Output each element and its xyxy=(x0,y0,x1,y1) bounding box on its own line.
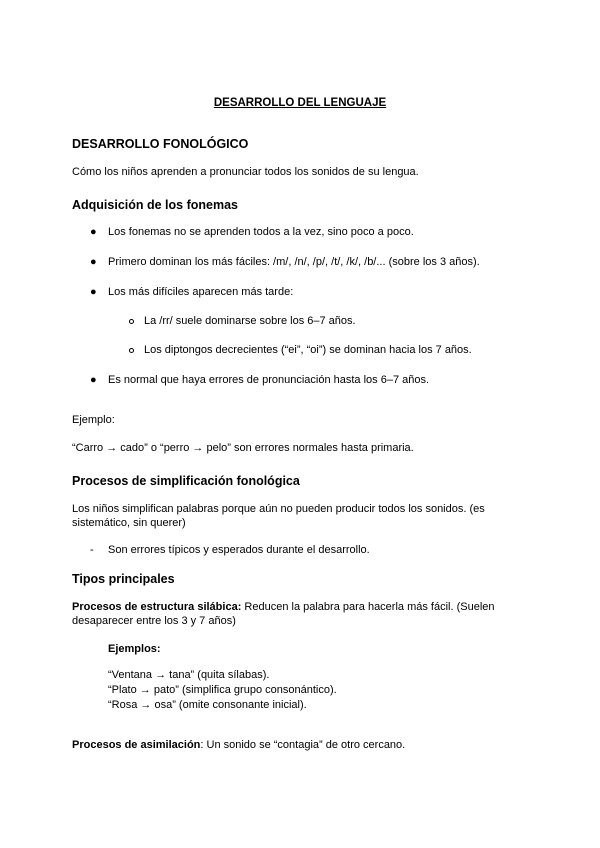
examples-label: Ejemplos: xyxy=(108,643,161,655)
syllabic-structure-line-1 xyxy=(72,600,495,614)
heading-phoneme-acquisition: Adquisición de los fonemas xyxy=(72,198,238,212)
bullet-marker: ● xyxy=(90,256,97,268)
syllabic-structure-text: Reducen la palabra para hacerla más fácil. (Suelen xyxy=(241,601,495,613)
bullet-marker: ● xyxy=(90,226,97,238)
document-title: DESARROLLO DEL LENGUAJE xyxy=(213,97,387,109)
example-item: “Rosa → osa” (omite consonante inicial). xyxy=(108,699,307,711)
assimilation-line xyxy=(72,738,405,752)
sub-bullet-marker xyxy=(129,348,134,353)
simplification-text-line-2: sistemático, sin querer) xyxy=(72,517,186,529)
bullet-marker: ● xyxy=(90,374,97,386)
section-intro: Cómo los niños aprenden a pronunciar todos los sonidos de su lengua. xyxy=(72,166,419,178)
dash-item: Son errores típicos y esperados durante el desarrollo. xyxy=(108,544,370,556)
heading-main-types: Tipos principales xyxy=(72,572,175,586)
simplification-text-line-1: Los niños simplifican palabras porque aún no pueden producir todos los sonidos. (es xyxy=(72,503,485,515)
syllabic-structure-line-2: desaparecer entre los 3 y 7 años) xyxy=(72,615,236,627)
dash-marker: - xyxy=(90,544,94,556)
heading-simplification-processes: Procesos de simplificación fonológica xyxy=(72,474,300,488)
syllabic-structure-label: Procesos de estructura silábica: xyxy=(72,601,242,613)
bullet-item: Primero dominan los más fáciles: /m/, /n/, /p/, /t/, /k/, /b/... (sobre los 3 años). xyxy=(108,256,480,268)
sub-bullet-item: Los diptongos decrecientes (“ei”, “oi”) se dominan hacia los 7 años. xyxy=(144,344,472,356)
assimilation-text: : Un sonido se “contagia” de otro cercano. xyxy=(200,739,406,751)
bullet-item: Los fonemas no se aprenden todos a la vez, sino poco a poco. xyxy=(108,226,414,238)
sub-bullet-marker xyxy=(129,319,134,324)
bullet-item: Es normal que haya errores de pronunciación hasta los 6–7 años. xyxy=(108,374,430,386)
sub-bullet-item: La /rr/ suele dominarse sobre los 6–7 años. xyxy=(144,315,356,327)
example-text: “Carro → cado” o “perro → pelo” son errores normales hasta primaria. xyxy=(72,442,414,454)
example-label: Ejemplo: xyxy=(72,414,115,426)
example-item: “Plato → pato” (simplifica grupo consonántico). xyxy=(108,684,337,696)
example-item: “Ventana → tana” (quita sílabas). xyxy=(108,669,270,681)
bullet-item: Los más difíciles aparecen más tarde: xyxy=(108,286,294,298)
bullet-marker: ● xyxy=(90,286,97,298)
section-heading-phonological: DESARROLLO FONOLÓGICO xyxy=(72,137,249,151)
assimilation-label: Procesos de asimilación xyxy=(72,739,201,751)
